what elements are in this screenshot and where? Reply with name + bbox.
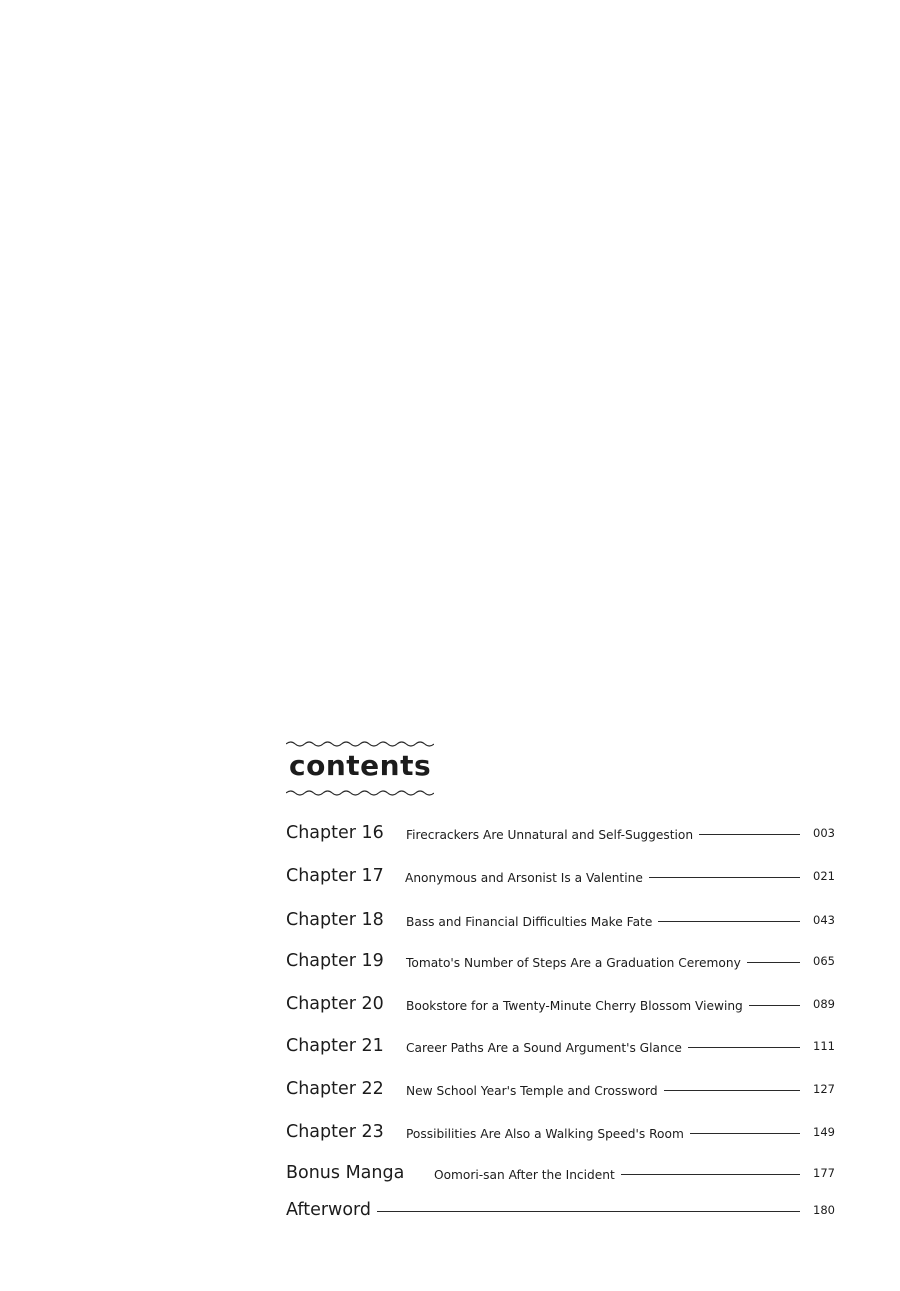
chapter-label: Chapter 20 [286, 994, 384, 1014]
chapter-title: New School Year's Temple and Crossword [406, 1083, 658, 1098]
dot-leader-line [658, 921, 800, 922]
dot-leader-line [749, 1005, 800, 1006]
toc-entry-chapter-21 [286, 1034, 838, 1058]
wavy-divider-bottom [286, 789, 434, 797]
toc-entry-chapter-16 [286, 821, 838, 845]
dot-leader-line [747, 962, 800, 963]
toc-entry-chapter-23 [286, 1120, 838, 1144]
contents-heading: contents [289, 749, 432, 782]
page-number: 127 [813, 1082, 835, 1096]
dot-leader-line [664, 1090, 800, 1091]
chapter-label: Chapter 23 [286, 1122, 384, 1142]
chapter-title: Oomori-san After the Incident [434, 1167, 615, 1182]
toc-entry-chapter-19 [286, 949, 838, 973]
page-number: 149 [813, 1125, 835, 1139]
chapter-label: Afterword [286, 1200, 372, 1220]
chapter-label: Chapter 19 [286, 951, 384, 971]
page-number: 021 [813, 869, 835, 883]
chapter-title: Firecrackers Are Unnatural and Self-Suggestion [406, 827, 694, 842]
toc-entry-chapter-17 [286, 864, 838, 888]
toc-entry-chapter-20 [286, 992, 838, 1016]
chapter-label: Chapter 21 [286, 1036, 384, 1056]
page-number: 111 [813, 1039, 835, 1053]
chapter-label: Chapter 18 [286, 910, 384, 930]
chapter-title: Anonymous and Arsonist Is a Valentine [405, 870, 643, 885]
chapter-title: Bookstore for a Twenty-Minute Cherry Blossom Viewing [406, 998, 743, 1013]
page-number: 177 [813, 1166, 835, 1180]
chapter-label: Chapter 16 [286, 823, 384, 843]
chapter-label: Bonus Manga [286, 1163, 405, 1183]
page-number: 043 [813, 913, 835, 927]
dot-leader-line [377, 1211, 800, 1212]
page-number: 065 [813, 954, 835, 968]
chapter-title: Career Paths Are a Sound Argument's Glance [406, 1040, 682, 1055]
toc-entry-bonus-manga [286, 1161, 838, 1185]
dot-leader-line [688, 1047, 800, 1048]
toc-entry-chapter-18 [286, 908, 838, 932]
chapter-label: Chapter 22 [286, 1079, 384, 1099]
toc-entry-chapter-22 [286, 1077, 838, 1101]
dot-leader-line [699, 834, 800, 835]
page-number: 003 [813, 826, 835, 840]
dot-leader-line [621, 1174, 800, 1175]
toc-entry-afterword [286, 1198, 838, 1222]
wavy-divider-top [286, 740, 434, 748]
page-number: 089 [813, 997, 835, 1011]
dot-leader-line [690, 1133, 800, 1134]
page-number: 180 [813, 1203, 835, 1217]
chapter-label: Chapter 17 [286, 866, 384, 886]
dot-leader-line [649, 877, 800, 878]
chapter-title: Tomato's Number of Steps Are a Graduation Ceremony [406, 955, 741, 970]
chapter-title: Bass and Financial Difficulties Make Fate [406, 914, 653, 929]
chapter-title: Possibilities Are Also a Walking Speed's Room [406, 1126, 684, 1141]
